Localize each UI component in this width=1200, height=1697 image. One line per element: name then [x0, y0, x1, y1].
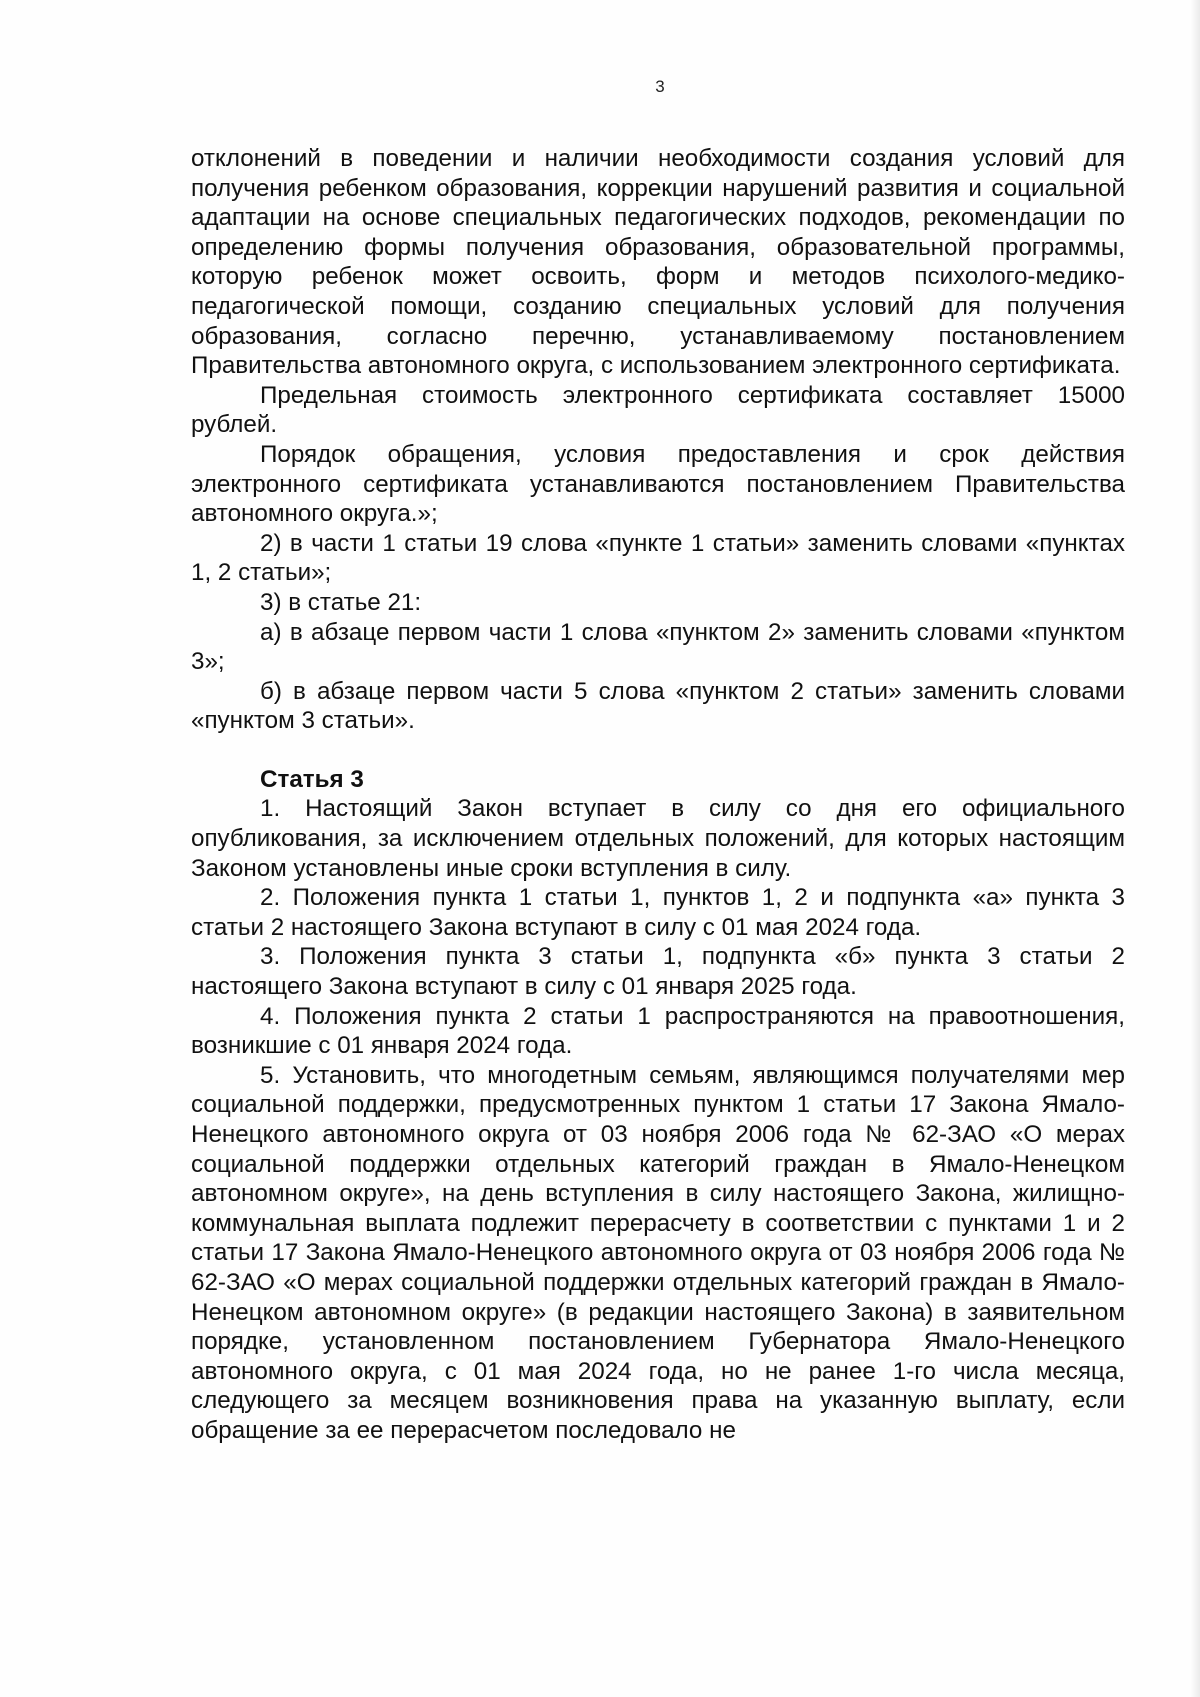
paragraph: отклонений в поведении и наличии необходимости создания условий для получения ребенком образования, коррекции нарушений развития и социальной адаптации на основе специальных педагогических подходов, рекомендации по определению формы получения образования, образовательной программы, которую ребенок может освоить, форм и методов психолого-медико-педагогической помощи, созданию специальных условий для получения образования, согласно перечню, устанавливаемому постановлением Правительства автономного округа, с использованием электронного сертификата.	[191, 145, 1125, 380]
paragraph: 3. Положения пункта 3 статьи 1, подпункта «б» пункта 3 статьи 2 настоящего Закона вступают в силу с 01 января 2025 года.	[191, 943, 1125, 1001]
paragraph: 4. Положения пункта 2 статьи 1 распространяются на правоотношения, возникшие с 01 января 2024 года.	[191, 1002, 1125, 1060]
paragraph: а) в абзаце первом части 1 слова «пунктом 2» заменить словами «пунктом 3»;	[191, 618, 1125, 676]
article-heading: Статья 3	[260, 765, 364, 793]
paragraph: 3) в статье 21:	[260, 588, 422, 616]
paragraph: Порядок обращения, условия предоставления и срок действия электронного сертификата устанавливаются постановлением Правительства автономного округа.»;	[191, 440, 1125, 528]
page-number: 3	[655, 77, 665, 96]
document-body	[191, 144, 1125, 1446]
paragraph: б) в абзаце первом части 5 слова «пунктом 2 статьи» заменить словами «пунктом 3 статьи».	[191, 677, 1125, 735]
paragraph: Предельная стоимость электронного сертификата составляет 15000 рублей.	[191, 381, 1125, 439]
page-edge-shadow	[1190, 0, 1200, 1697]
paragraph: 1. Настоящий Закон вступает в силу со дня его официального опубликования, за исключением отдельных положений, для которых настоящим Законом установлены иные сроки вступления в силу.	[191, 795, 1125, 882]
paragraph: 5. Установить, что многодетным семьям, являющимся получателями мер социальной поддержки, предусмотренных пунктом 1 статьи 17 Закона Ямало-Ненецкого автономного округа от 03 ноября 2006 года № 62-ЗАО «О мерах социальной поддержки отдельных категорий граждан в Ямало-Ненецком автономном округе», на день вступления в силу настоящего Закона, жилищно-коммунальная выплата подлежит перерасчету в соответствии с пунктами 1 и 2 статьи 17 Закона Ямало-Ненецкого автономного округа от 03 ноября 2006 года № 62-ЗАО «О мерах социальной поддержки отдельных категорий граждан в Ямало-Ненецком автономном округе» (в редакции настоящего Закона) в заявительном порядке, установленном постановлением Губернатора Ямало-Ненецкого автономного округа, с 01 мая 2024 года, но не ранее 1-го числа месяца, следующего за месяцем возникновения права на указанную выплату, если обращение за ее перерасчетом последовало не	[191, 1061, 1125, 1444]
paragraph: 2. Положения пункта 1 статьи 1, пунктов 1, 2 и подпункта «а» пункта 3 статьи 2 настоящего Закона вступают в силу с 01 мая 2024 года.	[191, 884, 1125, 941]
paragraph: 2) в части 1 статьи 19 слова «пункте 1 статьи» заменить словами «пунктах 1, 2 статьи»;	[191, 529, 1125, 587]
